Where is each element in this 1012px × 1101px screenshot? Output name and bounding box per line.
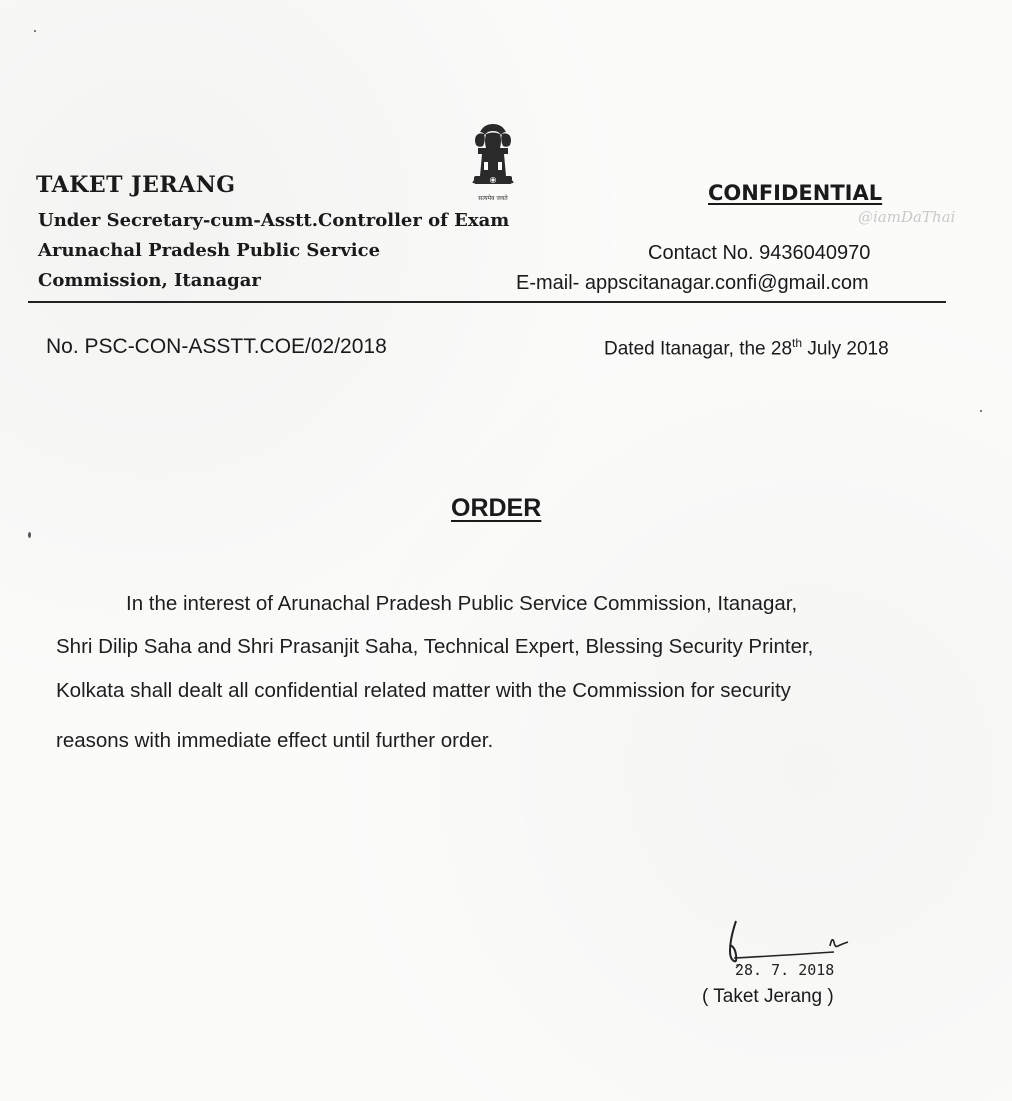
signature-date: 28. 7. 2018 [735,961,835,979]
scan-speck [34,30,36,32]
order-body-line: In the interest of Arunachal Pradesh Public Service Commission, Itanagar, [126,592,798,615]
date-prefix: Dated Itanagar, the 28 [604,338,793,360]
officer-designation: Under Secretary-cum-Asstt.Controller of Exam [38,210,510,231]
classification-label: CONFIDENTIAL [708,181,883,205]
header-divider [28,301,946,303]
watermark: @iamDaThai [858,208,956,226]
signatory-name: ( Taket Jerang ) [702,986,834,1007]
scan-speck [980,410,982,412]
contact-email: E-mail- appscitanagar.confi@gmail.com [516,272,869,294]
order-body-line: Kolkata shall dealt all confidential related matter with the Commission for security [56,679,791,702]
order-body-line: Shri Dilip Saha and Shri Prasanjit Saha, Technical Expert, Blessing Security Printer, [56,635,814,658]
date-ordinal: th [792,336,803,350]
reference-number: No. PSC-CON-ASSTT.COE/02/2018 [46,335,387,358]
document-date [604,336,889,360]
emblem-motto: सत्यमेव जयते [478,195,508,202]
scan-speck [28,532,31,538]
order-body-line: reasons with immediate effect until further order. [56,729,494,752]
order-heading: ORDER [451,494,542,522]
officer-name: TAKET JERANG [36,172,236,198]
organization-line-1: Arunachal Pradesh Public Service [38,240,381,261]
state-emblem-icon [462,122,524,208]
date-rest: July 2018 [802,338,889,360]
contact-number: Contact No. 9436040970 [648,242,871,264]
organization-line-2: Commission, Itanagar [38,270,261,291]
